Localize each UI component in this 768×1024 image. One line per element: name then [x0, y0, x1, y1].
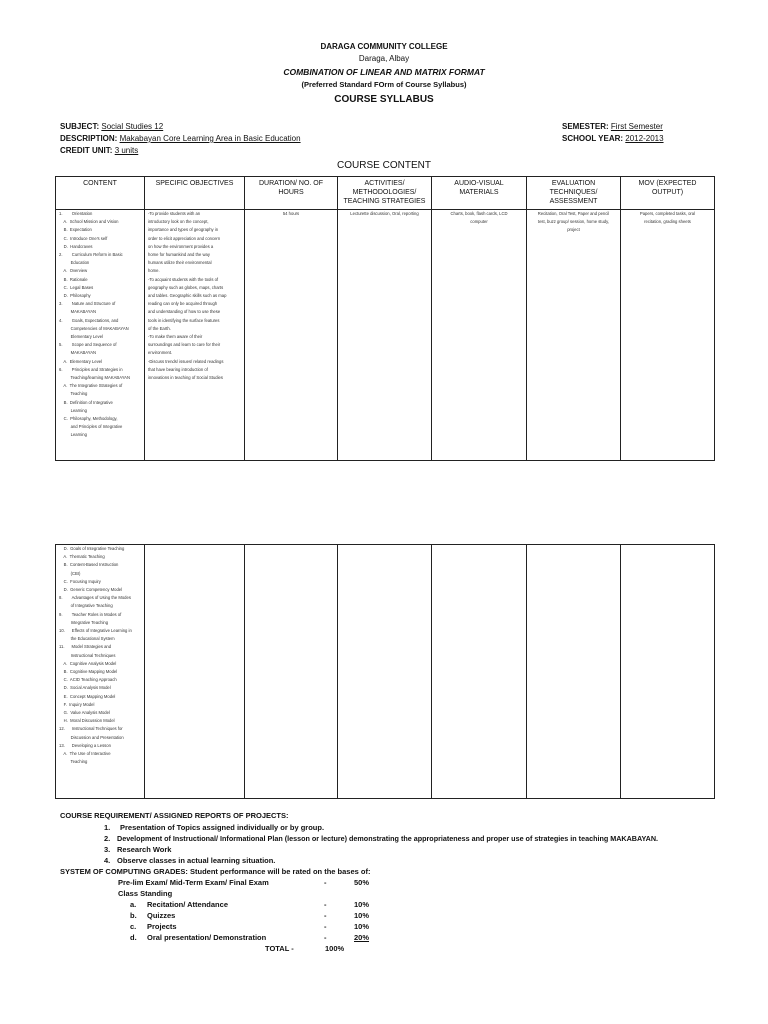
school-year-value: 2012-2013 — [625, 134, 664, 143]
course-content-table — [55, 176, 715, 461]
header-audio-visual: AUDIO-VISUAL MATERIALS — [432, 177, 527, 210]
total-value: 100% — [325, 944, 345, 953]
credit-line — [60, 146, 138, 155]
grade-item-dash: - — [324, 922, 327, 931]
semester-label: SEMESTER: — [562, 122, 609, 131]
description-label: DESCRIPTION: — [60, 134, 118, 143]
audio-visual-cell: Charts, book, flash cards, LCD computer — [450, 211, 508, 225]
class-standing-label: Class Standing — [118, 889, 173, 898]
semester-line — [562, 122, 663, 131]
objectives-cell — [145, 545, 245, 799]
requirement-number: 4. — [104, 856, 111, 865]
duration-cell — [245, 545, 338, 799]
requirements-heading: COURSE REQUIREMENT/ ASSIGNED REPORTS OF PROJECTS: — [60, 811, 289, 820]
grade-item-label: Oral presentation/ Demonstration — [147, 933, 267, 942]
requirement-text: Development of Instructional/ Informational Plan (lesson or lecture) demonstrating the appropriateness and proper use of strategies in teaching MAKABAYAN. — [117, 834, 659, 843]
requirement-number: 3. — [104, 845, 111, 854]
format-subtitle: (Preferred Standard FOrm of Course Syllabus) — [301, 80, 467, 89]
semester-value: First Semester — [610, 122, 663, 131]
course-content-table-continued — [55, 544, 715, 799]
credit-value: 3 units — [114, 146, 139, 155]
header-content: CONTENT — [56, 177, 145, 210]
grade-item-label: Projects — [147, 922, 177, 931]
format-title: COMBINATION OF LINEAR AND MATRIX FORMAT — [283, 67, 485, 77]
header-activities: ACTIVITIES/ METHODOLOGIES/ TEACHING STRATEGIES — [338, 177, 432, 210]
grade-item-dash: - — [324, 933, 327, 942]
college-name: DARAGA COMMUNITY COLLEGE — [320, 42, 448, 51]
school-year-line — [562, 134, 664, 143]
duration-cell: 54 hours — [282, 211, 300, 216]
grade-item-value: 10% — [354, 900, 370, 909]
objectives-cell: -To provide students with an introductory look on the concept, importance and types of geography in order to elicit appreciation and concern on how the environment provides a home for humankind and the way humans utilize their environmental home. -To acquaint students with the tools of geography such as globes, maps, charts and tables. Geographic skills such as map reading can only be acquired through and understanding of how to use these tools in identifying the surface features of the Earth. -To make them aware of their surroundings and learn to care for their environment. -Discuss trends/ issues/ related readings that have bearing introduction of innovations in teaching of Social Studies — [148, 211, 227, 381]
subject-line — [60, 122, 163, 131]
activities-cell: Lecturette discussion, Oral, reporting — [350, 211, 419, 216]
requirement-text: Presentation of Topics assigned individually or by group. — [120, 823, 325, 832]
requirement-number: 1. — [104, 823, 111, 832]
header-duration: DURATION/ NO. OF HOURS — [245, 177, 338, 210]
exam-dash: - — [324, 878, 327, 887]
grade-item-value: 10% — [354, 911, 370, 920]
description-value: Makabayan Core Learning Area in Basic Education — [119, 134, 301, 143]
activities-cell — [338, 545, 432, 799]
grade-item-value: 10% — [354, 922, 370, 931]
total-label: TOTAL - — [265, 944, 294, 953]
mov-cell — [621, 545, 715, 799]
content-cell: 1. Orientation A. School Mission and Vision B. Expectation C. Introduce One's self D. Handcraves 2. Curriculum Reform in Basic Education A. Overview B. Rationale C. Legal Bases D. Philosophy 3. Nature and Structure of MAKABAYAN 4. Goals, Expectations, and Competencies of MAKABAYAN Elementary Level 5. Scope and Sequence of MAKABAYAN A. Elementary Level 6. Principles and Strategies in Teaching/learning MAKABAYAN A. The Integrative Strategies of Teaching B. Definition of Integrative Learning C. Philosophy, Methodology, and Principles of Integrative Learning — [59, 211, 130, 438]
grade-item-value: 20% — [354, 933, 370, 942]
grade-item-number: a. — [130, 900, 137, 909]
grading-heading: SYSTEM OF COMPUTING GRADES: Student performance will be rated on the bases of: — [60, 867, 371, 876]
school-year-label: SCHOOL YEAR: — [562, 134, 624, 143]
requirement-number: 2. — [104, 834, 111, 843]
grade-item-dash: - — [324, 911, 327, 920]
grade-item-number: b. — [130, 911, 137, 920]
evaluation-cell: Recitation, Oral Test, Paper and pencil test, buzz group/ session, home study, project — [537, 211, 610, 233]
subject-value: Social Studies 12 — [101, 122, 164, 131]
header-objectives: SPECIFIC OBJECTIVES — [145, 177, 245, 210]
table-row — [56, 545, 715, 799]
table-row — [56, 210, 715, 461]
college-location: Daraga, Albay — [358, 54, 410, 63]
requirement-text: Research Work — [117, 845, 172, 854]
evaluation-cell — [527, 545, 621, 799]
grade-item-label: Recitation/ Attendance — [147, 900, 228, 909]
audio-visual-cell — [432, 545, 527, 799]
description-line — [60, 134, 301, 143]
requirement-text: Observe classes in actual learning situation. — [117, 856, 276, 865]
table-header-row — [56, 177, 715, 210]
subject-label: SUBJECT: — [60, 122, 100, 131]
grade-item-dash: - — [324, 900, 327, 909]
header-evaluation: EVALUATION TECHNIQUES/ ASSESSMENT — [527, 177, 621, 210]
grade-item-number: d. — [130, 933, 137, 942]
content-cell: D. Goals of Integrative Teaching A. Thematic Teaching B. Content-Based Instruction (CBI) C. Focusing Inquiry D. Generic Competency Model 8. Advantages of Using the Modes of Integrative Teaching 9. Teacher Roles in Modes of Integrative Teaching 10. Effects of Integrative Learning in the Educational System 11. Model Strategies and Instructional Techniques A. Cognitive Analysis Model B. Cognitive Mapping Model C. ACID Teaching Approach D. Social Analysis Model E. Concept Mapping Model F. Inquiry Model G. Value Analysis Model H. Moral Discussion Model 12. Instructional Techniques for Discussion and Presentation 13. Developing a Lesson A. The Use of Interactive Teaching — [59, 546, 132, 765]
document-title: COURSE SYLLABUS — [334, 94, 434, 105]
credit-label: CREDIT UNIT: — [60, 146, 113, 155]
grade-item-number: c. — [130, 922, 137, 931]
mov-cell: Papers, completed tasks, oral recitation, grading sheets — [639, 211, 696, 225]
grade-item-label: Quizzes — [147, 911, 176, 920]
exam-value: 50% — [354, 878, 370, 887]
course-content-title: COURSE CONTENT — [337, 160, 431, 171]
header-mov: MOV (EXPECTED OUTPUT) — [621, 177, 715, 210]
exam-label: Pre-lim Exam/ Mid-Term Exam/ Final Exam — [118, 878, 269, 887]
